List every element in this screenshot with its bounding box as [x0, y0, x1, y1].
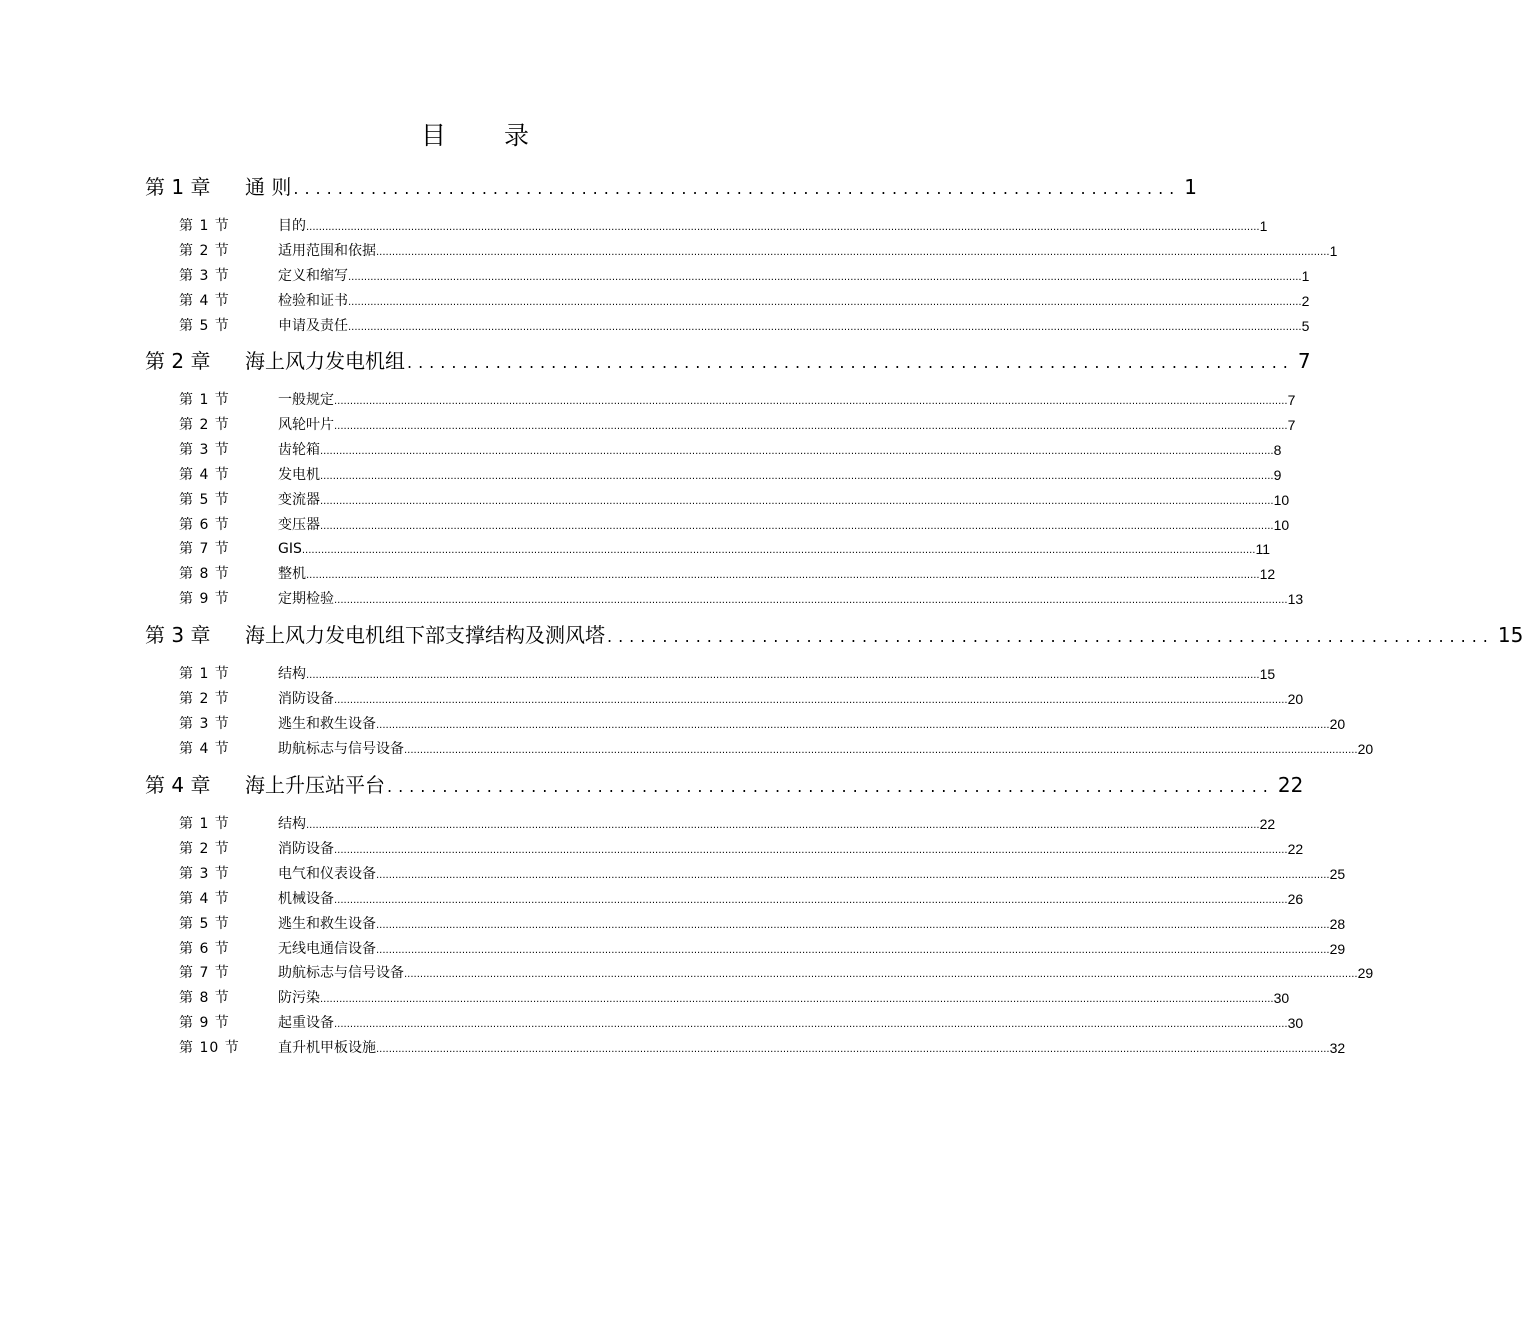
section-number: 第 4 节: [179, 293, 230, 309]
section-title: 定义和缩写: [278, 268, 348, 284]
dot-leader: ............................................................................................................................................................................................................................................................................................................: [320, 446, 1274, 457]
section-number: 第 2 节: [179, 243, 230, 259]
toc-section-row[interactable]: [179, 1038, 1346, 1058]
dot-leader: ............................................................................................................................................................................................................................................................................................................: [301, 545, 1256, 556]
chapter-title: 海上升压站平台: [245, 773, 385, 797]
section-number: 第 4 节: [179, 891, 230, 907]
chapter-title: 海上风力发电机组下部支撑结构及测风塔: [245, 623, 605, 647]
section-page-number: 29: [1357, 965, 1374, 981]
section-title: 电气和仪表设备: [278, 866, 376, 882]
dot-leader: ............................................................................................................................................................................................................................................................................................................: [320, 521, 1274, 532]
section-page-number: 11: [1255, 541, 1271, 557]
toc-section-row[interactable]: [179, 664, 1276, 684]
dot-leader: ................................................................................: [407, 353, 1294, 372]
section-number: 第 1 节: [179, 218, 230, 234]
section-title: 消防设备: [278, 691, 334, 707]
toc-chapter-row[interactable]: [145, 770, 1304, 800]
dot-leader: ................................................................................: [607, 627, 1494, 646]
section-page-number: 25: [1329, 866, 1346, 882]
section-title: 防污染: [278, 990, 320, 1006]
section-page-number: 7: [1287, 417, 1296, 433]
dot-leader: ............................................................................................................................................................................................................................................................................................................: [376, 1044, 1330, 1055]
dot-leader: ............................................................................................................................................................................................................................................................................................................: [334, 695, 1288, 706]
toc-section-row[interactable]: [179, 889, 1304, 909]
section-page-number: 32: [1329, 1040, 1346, 1056]
section-number: 第 2 节: [179, 841, 230, 857]
section-number: 第 3 节: [179, 716, 230, 732]
toc-section-row[interactable]: [179, 963, 1374, 983]
section-page-number: 13: [1287, 591, 1304, 607]
section-number: 第 6 节: [179, 941, 230, 957]
section-page-number: 22: [1287, 841, 1304, 857]
section-title: 一般规定: [278, 392, 334, 408]
section-title: 逃生和救生设备: [278, 716, 376, 732]
toc-section-row[interactable]: [179, 839, 1304, 859]
dot-leader: ............................................................................................................................................................................................................................................................................................................: [376, 720, 1330, 731]
section-number: 第 9 节: [179, 591, 230, 607]
toc-section-row[interactable]: [179, 216, 1268, 236]
section-title: 发电机: [278, 467, 320, 483]
dot-leader: ............................................................................................................................................................................................................................................................................................................: [376, 945, 1330, 956]
dot-leader: ............................................................................................................................................................................................................................................................................................................: [348, 297, 1302, 308]
toc-section-row[interactable]: [179, 266, 1310, 286]
section-page-number: 30: [1273, 990, 1290, 1006]
dot-leader: ............................................................................................................................................................................................................................................................................................................: [348, 322, 1302, 333]
toc-section-row[interactable]: [179, 1013, 1304, 1033]
chapter-number: 第 2 章: [145, 349, 211, 373]
section-title: 变压器: [278, 517, 320, 533]
dot-leader: ................................................................................: [293, 179, 1181, 198]
dot-leader: ............................................................................................................................................................................................................................................................................................................: [376, 247, 1330, 258]
section-title: 无线电通信设备: [278, 941, 376, 957]
section-page-number: 10: [1273, 492, 1290, 508]
section-number: 第 9 节: [179, 1015, 230, 1031]
toc-chapter-row[interactable]: [145, 172, 1197, 202]
section-page-number: 1: [1259, 218, 1268, 234]
section-title: 助航标志与信号设备: [278, 965, 404, 981]
section-number: 第 4 节: [179, 741, 230, 757]
toc-section-row[interactable]: [179, 490, 1290, 510]
section-page-number: 12: [1259, 566, 1276, 582]
toc-section-row[interactable]: [179, 689, 1304, 709]
page-title-right: 录: [503, 121, 529, 150]
section-number: 第 5 节: [179, 492, 230, 508]
toc-section-row[interactable]: [179, 939, 1346, 959]
section-page-number: 28: [1329, 916, 1346, 932]
dot-leader: ............................................................................................................................................................................................................................................................................................................: [334, 595, 1288, 606]
dot-leader: ............................................................................................................................................................................................................................................................................................................: [306, 222, 1260, 233]
toc-section-row[interactable]: [179, 390, 1296, 410]
dot-leader: ............................................................................................................................................................................................................................................................................................................: [334, 1019, 1288, 1030]
toc-section-row[interactable]: [179, 589, 1304, 609]
section-page-number: 9: [1273, 467, 1282, 483]
section-page-number: 26: [1287, 891, 1304, 907]
chapter-number: 第 4 章: [145, 773, 211, 797]
section-number: 第 2 节: [179, 691, 230, 707]
section-title: 起重设备: [278, 1015, 334, 1031]
section-page-number: 7: [1287, 392, 1296, 408]
section-title: 风轮叶片: [278, 417, 334, 433]
chapter-title: 通 则: [245, 175, 292, 199]
section-page-number: 20: [1287, 691, 1304, 707]
section-title: 目的: [278, 218, 306, 234]
section-title: 整机: [278, 566, 306, 582]
toc-section-row[interactable]: [179, 415, 1296, 435]
section-title: 直升机甲板设施: [278, 1040, 376, 1056]
section-number: 第 6 节: [179, 517, 230, 533]
dot-leader: ............................................................................................................................................................................................................................................................................................................: [334, 845, 1288, 856]
section-title: 结构: [278, 666, 306, 682]
section-title: 定期检验: [278, 591, 334, 607]
dot-leader: ............................................................................................................................................................................................................................................................................................................: [320, 994, 1274, 1005]
section-page-number: 8: [1273, 442, 1282, 458]
dot-leader: ............................................................................................................................................................................................................................................................................................................: [376, 870, 1330, 881]
section-page-number: 29: [1329, 941, 1346, 957]
dot-leader: ............................................................................................................................................................................................................................................................................................................: [376, 920, 1330, 931]
page-title-left: 目: [421, 121, 447, 150]
section-page-number: 20: [1357, 741, 1374, 757]
dot-leader: ................................................................................: [387, 777, 1274, 796]
chapter-page-number: 22: [1277, 773, 1304, 797]
dot-leader: ............................................................................................................................................................................................................................................................................................................: [334, 895, 1288, 906]
section-title: 变流器: [278, 492, 320, 508]
dot-leader: ............................................................................................................................................................................................................................................................................................................: [320, 471, 1274, 482]
dot-leader: ............................................................................................................................................................................................................................................................................................................: [348, 272, 1302, 283]
toc-section-row[interactable]: [179, 515, 1290, 535]
section-number: 第 3 节: [179, 442, 230, 458]
chapter-number: 第 1 章: [145, 175, 211, 199]
section-number: 第 3 节: [179, 268, 230, 284]
section-title: 结构: [278, 816, 306, 832]
section-page-number: 15: [1259, 666, 1276, 682]
section-page-number: 20: [1329, 716, 1346, 732]
section-page-number: 22: [1259, 816, 1276, 832]
section-number: 第 8 节: [179, 990, 230, 1006]
toc-section-row[interactable]: [179, 539, 1271, 559]
toc-chapter-row[interactable]: [145, 620, 1523, 650]
toc-section-row[interactable]: [179, 814, 1276, 834]
section-page-number: 2: [1301, 293, 1310, 309]
dot-leader: ............................................................................................................................................................................................................................................................................................................: [320, 496, 1274, 507]
section-page-number: 1: [1301, 268, 1310, 284]
toc-section-row[interactable]: [179, 564, 1276, 584]
section-page-number: 10: [1273, 517, 1290, 533]
section-number: 第 8 节: [179, 566, 230, 582]
toc-section-row[interactable]: [179, 914, 1346, 934]
dot-leader: ............................................................................................................................................................................................................................................................................................................: [306, 820, 1260, 831]
toc-section-row[interactable]: [179, 864, 1346, 884]
section-title: 消防设备: [278, 841, 334, 857]
dot-leader: ............................................................................................................................................................................................................................................................................................................: [334, 396, 1288, 407]
dot-leader: ............................................................................................................................................................................................................................................................................................................: [306, 670, 1260, 681]
section-title: 齿轮箱: [278, 442, 320, 458]
page-title: [0, 116, 950, 152]
chapter-page-number: 15: [1497, 623, 1523, 647]
toc-chapter-row[interactable]: [145, 346, 1311, 376]
dot-leader: ............................................................................................................................................................................................................................................................................................................: [306, 570, 1260, 581]
section-number: 第 2 节: [179, 417, 230, 433]
dot-leader: ............................................................................................................................................................................................................................................................................................................: [404, 969, 1358, 980]
chapter-page-number: 1: [1184, 175, 1197, 199]
toc-section-row[interactable]: [179, 316, 1310, 336]
dot-leader: ............................................................................................................................................................................................................................................................................................................: [334, 421, 1288, 432]
section-title: 适用范围和依据: [278, 243, 376, 259]
chapter-number: 第 3 章: [145, 623, 211, 647]
toc-section-row[interactable]: [179, 440, 1282, 460]
dot-leader: ............................................................................................................................................................................................................................................................................................................: [404, 745, 1358, 756]
section-number: 第 7 节: [179, 965, 230, 981]
section-number: 第 3 节: [179, 866, 230, 882]
section-page-number: 5: [1301, 318, 1310, 334]
section-title: 逃生和救生设备: [278, 916, 376, 932]
section-title: 机械设备: [278, 891, 334, 907]
section-page-number: 1: [1329, 243, 1338, 259]
section-number: 第 5 节: [179, 916, 230, 932]
section-number: 第 7 节: [179, 541, 230, 557]
section-number: 第 1 节: [179, 666, 230, 682]
toc-section-row[interactable]: [179, 241, 1338, 261]
section-title: 申请及责任: [278, 318, 348, 334]
section-title: 检验和证书: [278, 293, 348, 309]
chapter-title: 海上风力发电机组: [245, 349, 405, 373]
section-number: 第 4 节: [179, 467, 230, 483]
section-number: 第 10 节: [179, 1040, 240, 1056]
toc-section-row[interactable]: [179, 291, 1310, 311]
section-page-number: 30: [1287, 1015, 1304, 1031]
section-number: 第 1 节: [179, 392, 230, 408]
section-number: 第 5 节: [179, 318, 230, 334]
section-title: GIS: [278, 541, 302, 557]
section-number: 第 1 节: [179, 816, 230, 832]
toc-section-row[interactable]: [179, 465, 1282, 485]
section-title: 助航标志与信号设备: [278, 741, 404, 757]
chapter-page-number: 7: [1297, 349, 1311, 373]
toc-section-row[interactable]: [179, 714, 1346, 734]
toc-section-row[interactable]: [179, 988, 1290, 1008]
toc-section-row[interactable]: [179, 739, 1374, 759]
